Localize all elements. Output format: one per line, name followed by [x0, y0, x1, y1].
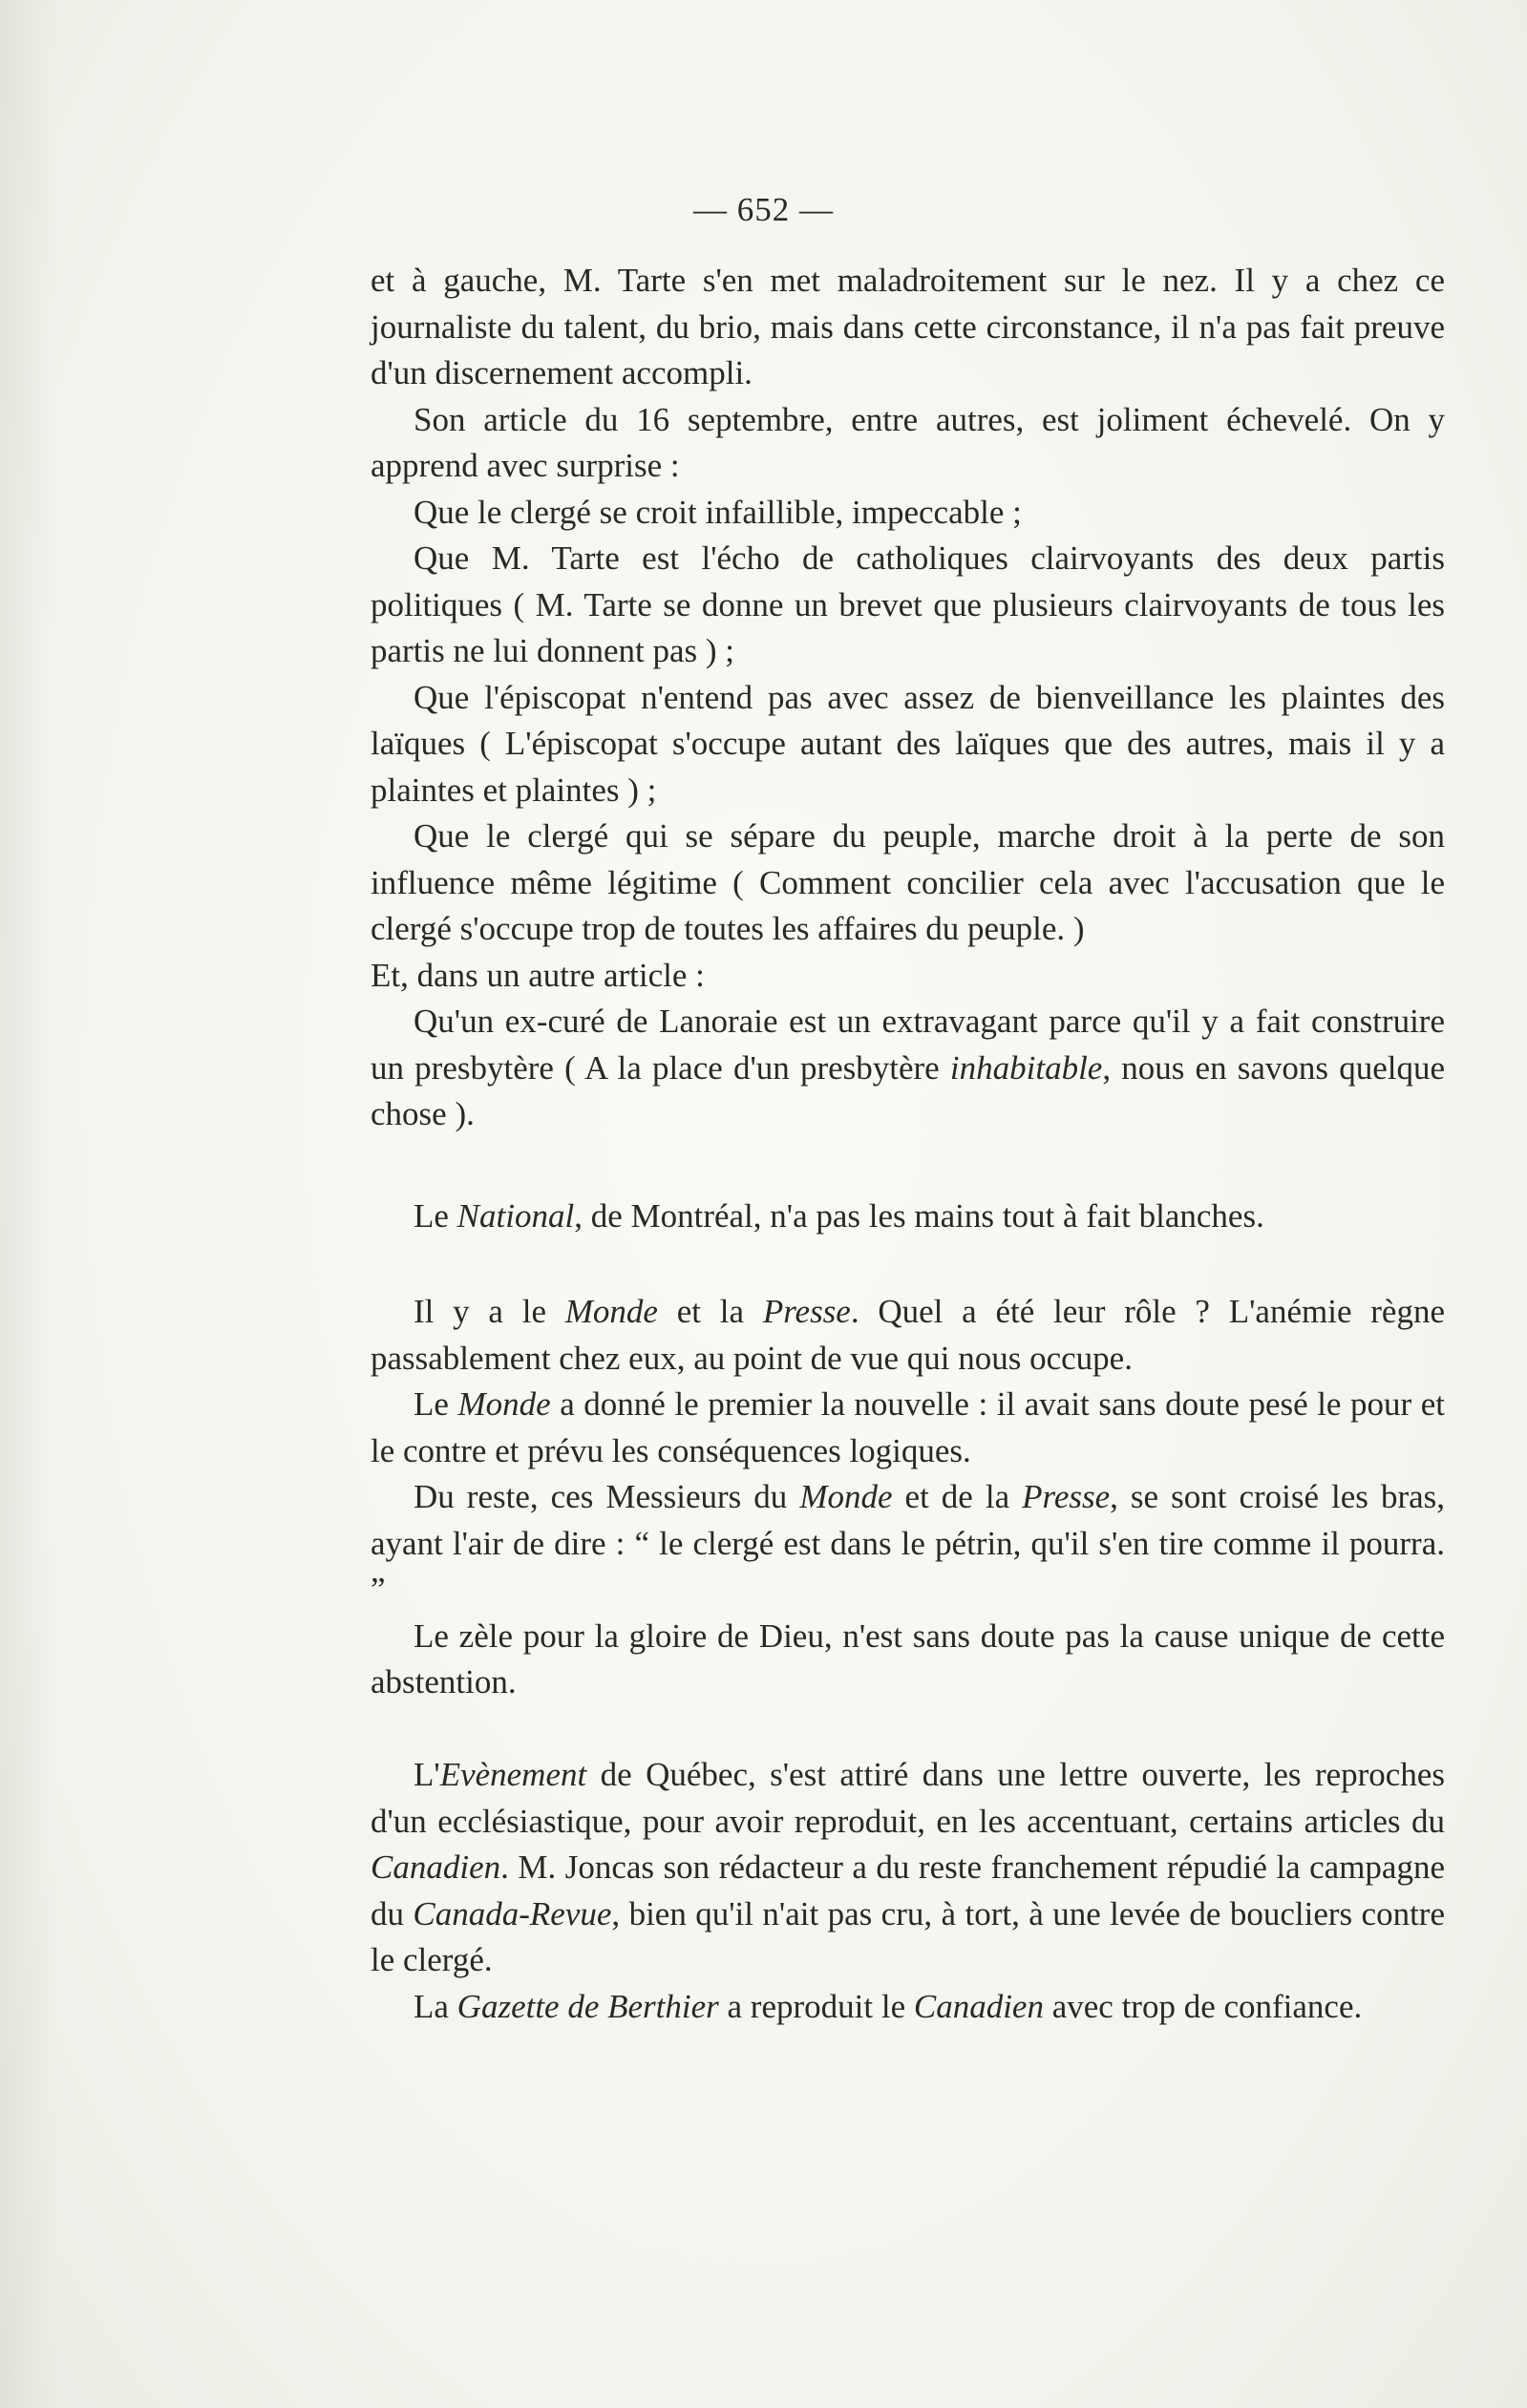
italic-title: Presse	[762, 1293, 851, 1330]
paragraph	[371, 1474, 1445, 1614]
text-run: , nous en savons quelque chose ).	[371, 1048, 1446, 1132]
italic-title: Gazette de Berthier	[456, 1987, 719, 2025]
paragraph	[371, 1382, 1445, 1474]
page-number: — 652 —	[693, 191, 834, 228]
italic-title: Presse	[1022, 1478, 1111, 1515]
text-run: Le	[414, 1197, 457, 1235]
text-run: a reproduit le	[718, 1987, 914, 2025]
text-block-monde-presse	[371, 1289, 1445, 1706]
text-run: Que le clergé qui se sépare du peuple, marche droit à la perte de son influence même légitime ( Comment concilier cela avec l'accusation que le clergé s'occupe trop de toutes les affaires du peuple. )	[371, 817, 1445, 947]
paragraph	[371, 675, 1445, 814]
paragraph	[371, 397, 1445, 490]
text-run: . Quel a été leur rôle ? L'anémie règne passablement chez eux, au point de vue qui nous occupe.	[371, 1293, 1445, 1377]
text-run: Que le clergé se croit infaillible, impeccable ;	[414, 493, 1022, 531]
text-run: et à gauche, M. Tarte s'en met maladroitement sur le nez. Il y a chez ce journaliste du talent, du brio, mais dans cette circonstance, il n'a pas fait preuve d'un discernement accompli.	[371, 262, 1445, 391]
text-block-national	[371, 1193, 1445, 1240]
paragraph	[371, 258, 1445, 397]
text-run: . M. Joncas son rédacteur a du reste franchement répudié la campagne du	[371, 1848, 1445, 1933]
text-block-evenement	[371, 1752, 1445, 2030]
italic-title: Evènement	[439, 1756, 587, 1793]
italic-title: National	[456, 1197, 575, 1235]
paragraph	[371, 999, 1445, 1138]
text-run: La	[414, 1987, 457, 2025]
text-run: et de la	[892, 1478, 1023, 1515]
paragraph	[371, 490, 1445, 537]
text-run: Que l'épiscopat n'entend pas avec assez de bienveillance les plaintes des laïques ( L'épiscopat s'occupe autant des laïques que des autres, mais il y a plaintes et plaintes ) ;	[371, 678, 1445, 809]
paragraph	[371, 1193, 1445, 1240]
page-edge-shading	[0, 0, 57, 2408]
text-run: et la	[657, 1293, 763, 1330]
text-run: a donné le premier la nouvelle : il avait sans doute pesé le pour et le contre et prévu les conséquences logiques.	[371, 1385, 1445, 1469]
text-run: L'	[414, 1756, 440, 1793]
text-run: Du reste, ces Messieurs du	[414, 1478, 800, 1515]
paragraph	[371, 1752, 1445, 1984]
text-run: Que M. Tarte est l'écho de catholiques clairvoyants des deux partis politiques ( M. Tarte se donne un brevet que plusieurs clairvoyants de tous les partis ne lui donnent pas ) ;	[371, 539, 1445, 669]
paragraph	[371, 1984, 1445, 2031]
text-run: , bien qu'il n'ait pas cru, à tort, à une levée de boucliers contre le clergé.	[371, 1894, 1445, 1978]
paragraph	[371, 953, 1445, 1000]
italic-title: Canadien	[371, 1848, 501, 1886]
text-run: Son article du 16 septembre, entre autres, est joliment échevelé. On y apprend avec surprise :	[371, 400, 1445, 484]
italic-title: Monde	[564, 1293, 658, 1330]
paragraph	[371, 1289, 1445, 1382]
italic-title: Monde	[799, 1478, 893, 1515]
text-run: de Québec, s'est attiré dans une lettre ouverte, les reproches d'un ecclésiastique, pour avoir reproduit, en les accentuant, certains articles du	[371, 1756, 1445, 1840]
text-block-tarte	[371, 258, 1445, 1138]
italic-title: Monde	[457, 1385, 551, 1423]
italic-title: Canada-Revue	[413, 1894, 612, 1933]
text-run: Il y a le	[414, 1293, 565, 1330]
text-run: avec trop de confiance.	[1043, 1987, 1363, 2025]
text-run: Le	[414, 1385, 458, 1423]
text-run: Le zèle pour la gloire de Dieu, n'est sans doute pas la cause unique de cette abstention.	[371, 1616, 1445, 1700]
paragraph	[371, 1614, 1445, 1706]
text-run: Qu'un ex-curé de Lanoraie est un extravagant parce qu'il y a fait construire un presbytère ( A la place d'un presbytère	[371, 1003, 1445, 1087]
paragraph	[371, 536, 1445, 675]
text-run: , de Montréal, n'a pas les mains tout à fait blanches.	[574, 1197, 1264, 1235]
italic-title: inhabitable	[949, 1048, 1103, 1087]
paragraph	[371, 813, 1445, 953]
text-run: Et, dans un autre article :	[371, 956, 705, 994]
text-run: , se sont croisé les bras, ayant l'air de dire : “ le clergé est dans le pétrin, qu'il s'en tire comme il pourra. ”	[371, 1478, 1445, 1608]
italic-title: Canadien	[913, 1987, 1044, 2025]
